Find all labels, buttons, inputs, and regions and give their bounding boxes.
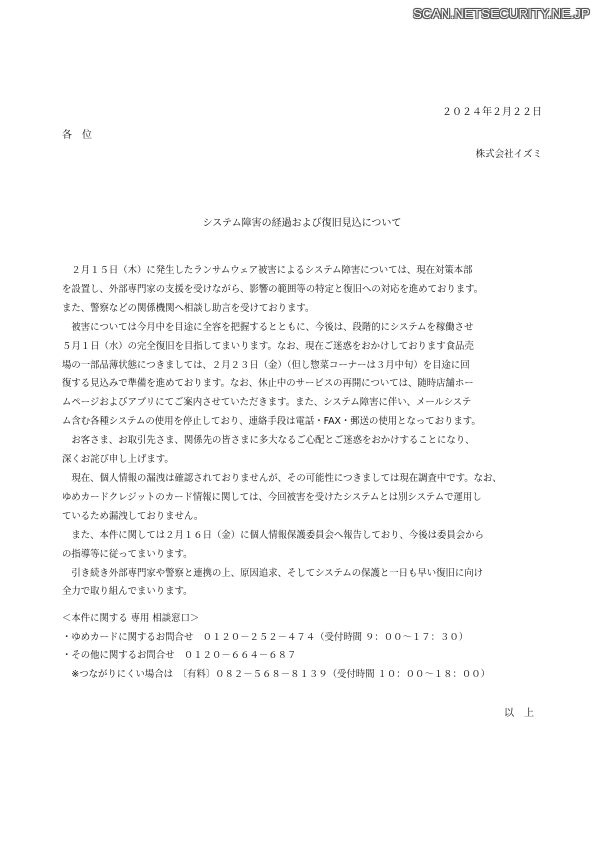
- letter-addressee: 各 位: [62, 130, 92, 141]
- letter-body: [62, 262, 542, 602]
- letter-closing: 以 上: [504, 708, 534, 719]
- contact-section: [62, 610, 542, 685]
- company-name: 株式会社イズミ: [475, 149, 542, 160]
- body-line: ム含む各種システムの使用を停止しており、連絡手段は電話・FAX・郵送の使用となっております。: [62, 416, 481, 428]
- body-line: 全力で取り組んでまいります。: [62, 586, 193, 598]
- contact-line-paid: ※つながりにくい場合は 〔有料〕０８２－５６８－８１３９（受付時間 １０：００～１８：００）: [62, 669, 491, 681]
- body-line: ているため漏洩しておりません。: [62, 510, 204, 522]
- letter-title: システム障害の経過および復旧見込について: [202, 218, 402, 229]
- body-line: ゆめカードクレジットのカード情報に関しては、今回被害を受けたシステムとは別システムで運用し: [62, 491, 482, 503]
- body-line: を設置し、外部専門家の支援を受けながら、影響の範囲等の特定と復旧への対応を進めております。: [62, 283, 484, 295]
- body-line: 現在、個人情報の漏洩は確認されておりませんが、その可能性につきましては現在調査中です。なお、: [62, 472, 502, 484]
- body-line: 場の一部品薄状態につきましては、２月２３日（金）（但し惣菜コーナーは３月中旬）を目途に回: [62, 359, 470, 371]
- body-line: 復する見込みで準備を進めております。なお、休止中のサービスの再開については、随時店舗ホー: [62, 378, 474, 390]
- contact-line-yume-card: ・ゆめカードに関するお問合せ ０１２０－２５２－４７４（受付時間 ９：００～１７：３０）: [62, 631, 469, 643]
- notice-letter: [62, 0, 542, 850]
- body-line: お客さま、お取引先さま、関係先の皆さまに多大なるご心配とご迷惑をおかけすることになり、: [62, 435, 475, 447]
- body-line: 深くお詫び申し上げます。: [62, 454, 174, 466]
- body-line: ５月１日（水）の完全復旧を目指してまいります。なお、現在ご迷惑をおかけしております食品売: [62, 340, 474, 352]
- contact-heading: ＜本件に関する 専用 相談窓口＞: [62, 613, 200, 624]
- body-line: ２月１５日（木）に発生したランサムウェア被害によるシステム障害については、現在対策本部: [62, 265, 473, 276]
- contact-line-other: ・その他に関するお問合せ ０１２０－６６４－６８７: [62, 650, 297, 662]
- body-line: また、警察などの関係機関へ相談し助言を受けております。: [62, 302, 315, 314]
- body-line: の指導等に従ってまいります。: [62, 548, 193, 560]
- letter-date: ２０２４年２月２２日: [442, 107, 542, 118]
- site-watermark: SCAN.NETSECURITY.NE.JP: [413, 6, 590, 21]
- body-line: 引き続き外部専門家や警察と連携の上、原因追求、そしてシステムの保護と一日も早い復旧に向け: [62, 567, 483, 579]
- body-line: ムページおよびアプリにてご案内させていただきます。また、システム障害に伴い、メールシステ: [62, 397, 472, 409]
- body-line: また、本件に関しては２月１６日（金）に個人情報保護委員会へ報告しており、今後は委員会から: [62, 529, 484, 541]
- body-line: 被害については今月中を目途に全容を把握するとともに、今後は、段階的にシステムを稼働させ: [62, 321, 474, 333]
